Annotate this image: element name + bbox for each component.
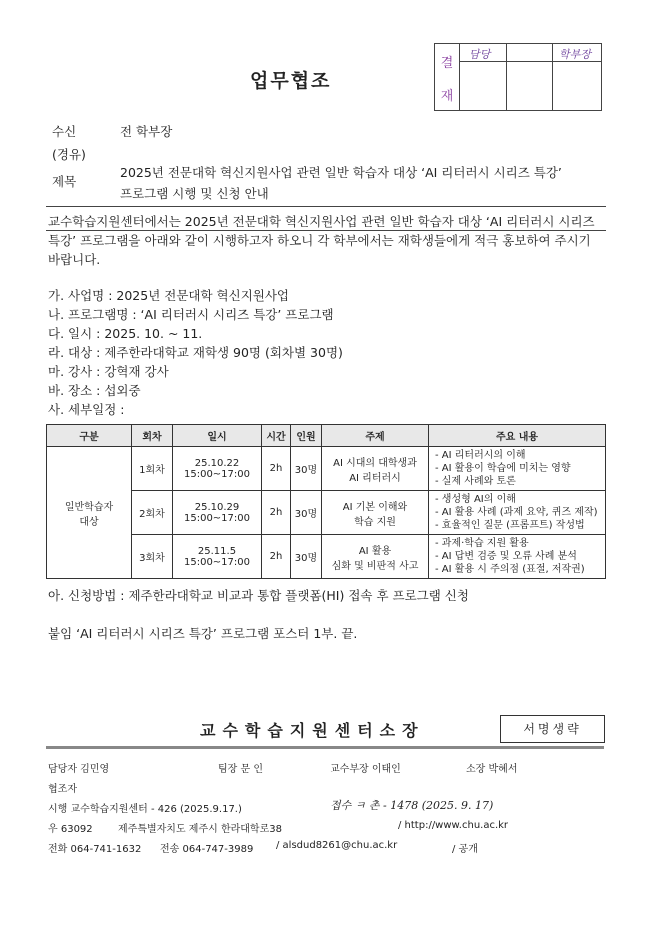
subject-line-2: 프로그램 시행 및 신청 안내 bbox=[120, 186, 269, 201]
schedule-table bbox=[46, 424, 606, 579]
contents-cell: - 생성형 AI의 이해 - AI 활용 사례 (과제 요약, 퀴즈 제작) - 효율적인 질문 (프롬프트) 작성법 bbox=[429, 491, 606, 535]
col-category: 구분 bbox=[47, 425, 132, 447]
datetime-cell: 25.10.22 15:00~17:00 bbox=[173, 447, 262, 491]
sender-name: 교수학습지원센터소장 bbox=[200, 721, 425, 740]
people-cell: 30명 bbox=[291, 535, 322, 579]
topic-cell: AI 활용 심화 및 비판적 사고 bbox=[322, 535, 429, 579]
session-cell: 2회차 bbox=[132, 491, 173, 535]
disclosure: / 공개 bbox=[452, 844, 478, 855]
phone: 전화 064-741-1632 bbox=[48, 844, 142, 855]
session-cell: 3회차 bbox=[132, 535, 173, 579]
header-rule bbox=[46, 206, 606, 207]
intro-paragraph: 교수학습지원센터에서는 2025년 전문대학 혁신지원사업 관련 일반 학습자 대상 ‘AI 리터러시 시리즈 특강’ 프로그램을 아래와 같이 시행하고자 하오니 각 학부에서는 재학생들에게 적극 홍보하여 주시기 바랍니다. bbox=[48, 214, 595, 267]
recipient-label: 수신 bbox=[52, 124, 77, 139]
people-cell: 30명 bbox=[291, 447, 322, 491]
fax: 전송 064-747-3989 bbox=[160, 844, 254, 855]
apply-method: 아. 신청방법 : 제주한라대학교 비교과 통합 플랫폼(HI) 접속 후 프로그램 신청 bbox=[48, 588, 469, 603]
hours-cell: 2h bbox=[262, 447, 291, 491]
team-lead: 팀장 문 인 bbox=[218, 764, 263, 775]
footer-divider bbox=[46, 746, 604, 749]
recipient-value: 전 학부장 bbox=[120, 124, 173, 139]
postal-code: 우 63092 bbox=[48, 824, 93, 835]
item-date: 다. 일시 : 2025. 10. ~ 11. bbox=[48, 326, 203, 341]
contents-cell: - 과제·학습 지원 활용 - AI 답변 검증 및 오류 사례 분석 - AI 활용 시 주의점 (표절, 저작권) bbox=[429, 535, 606, 579]
datetime-cell: 25.11.5 15:00~17:00 bbox=[173, 535, 262, 579]
item-schedule: 사. 세부일정 : bbox=[48, 402, 125, 417]
cooperator: 협조자 bbox=[48, 784, 77, 795]
approval-label: 결 재 bbox=[435, 44, 460, 110]
receipt-handwritten: 접수 ㅋ 촌 - 1478 (2025. 9. 17) bbox=[330, 799, 494, 812]
col-topic: 주제 bbox=[322, 425, 429, 447]
col-session: 회차 bbox=[132, 425, 173, 447]
subject-line-1: 2025년 전문대학 혁신지원사업 관련 일반 학습자 대상 ‘AI 리터러시 시리즈 특강’ bbox=[120, 165, 562, 180]
col-hours: 시간 bbox=[262, 425, 291, 447]
people-cell: 30명 bbox=[291, 491, 322, 535]
enforcement: 시행 교수학습지원센터 - 426 (2025.9.17.) bbox=[48, 804, 242, 815]
datetime-cell: 25.10.29 15:00~17:00 bbox=[173, 491, 262, 535]
category-cell: 일반학습자 대상 bbox=[47, 447, 132, 579]
item-business: 가. 사업명 : 2025년 전문대학 혁신지원사업 bbox=[48, 288, 289, 303]
person-in-charge: 담당자 김민영 bbox=[48, 764, 110, 775]
table-header-row bbox=[47, 425, 606, 447]
document-title: 업무협조 bbox=[250, 70, 332, 92]
subject-label: 제목 bbox=[52, 174, 77, 189]
item-location: 바. 장소 : 섭외중 bbox=[48, 383, 141, 398]
via-label: (경유) bbox=[52, 147, 86, 162]
contents-cell: - AI 리터러시의 이해 - AI 활용이 학습에 미치는 영향 - 실제 사례와 토론 bbox=[429, 447, 606, 491]
hours-cell: 2h bbox=[262, 491, 291, 535]
attachment: 붙임 ‘AI 리터러시 시리즈 특강’ 프로그램 포스터 1부. 끝. bbox=[48, 626, 358, 641]
hours-cell: 2h bbox=[262, 535, 291, 579]
approval-box bbox=[434, 43, 602, 111]
col-datetime: 일시 bbox=[173, 425, 262, 447]
items-list bbox=[48, 286, 343, 419]
approval-signer-1: 담당 bbox=[469, 48, 491, 61]
col-contents: 주요 내용 bbox=[429, 425, 606, 447]
session-cell: 1회차 bbox=[132, 447, 173, 491]
homepage-link[interactable]: / http://www.chu.ac.kr bbox=[398, 820, 509, 831]
approval-signer-3: 학부장 bbox=[559, 48, 591, 61]
intro-underline bbox=[46, 230, 606, 231]
item-program: 나. 프로그램명 : ‘AI 리터러시 시리즈 특강’ 프로그램 bbox=[48, 307, 334, 322]
topic-cell: AI 기본 이해와 학습 지원 bbox=[322, 491, 429, 535]
signature-omitted-stamp: 서명생략 bbox=[500, 715, 605, 743]
director: 소장 박혜서 bbox=[466, 764, 518, 775]
dean: 교수부장 이태인 bbox=[330, 764, 401, 775]
address: 제주특별자치도 제주시 한라대학로38 bbox=[118, 824, 282, 835]
table-row bbox=[47, 447, 606, 491]
topic-cell: AI 시대의 대학생과 AI 리터러시 bbox=[322, 447, 429, 491]
item-target: 라. 대상 : 제주한라대학교 재학생 90명 (회차별 30명) bbox=[48, 345, 343, 360]
email-link[interactable]: / alsdud8261@chu.ac.kr bbox=[276, 840, 398, 851]
col-people: 인원 bbox=[291, 425, 322, 447]
item-instructor: 마. 강사 : 강혁재 강사 bbox=[48, 364, 169, 379]
